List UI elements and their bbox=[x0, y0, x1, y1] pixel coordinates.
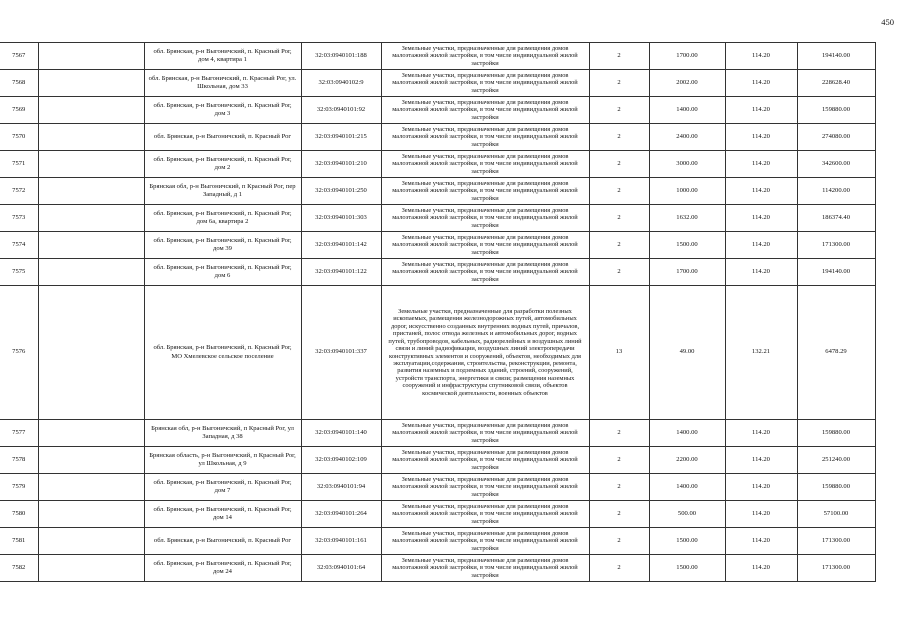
cadastral-number-cell: 32:03:0940101:64 bbox=[301, 555, 381, 582]
address-cell: обл. Брянская, р-н Выгоничский, п. Красный Рог, дом 4, квартира 1 bbox=[144, 43, 301, 70]
row-number: 7578 bbox=[0, 447, 38, 474]
cadastral-number-cell: 32:03:0940101:94 bbox=[301, 474, 381, 501]
area-cell: 1500.00 bbox=[649, 528, 725, 555]
rate-cell: 114.20 bbox=[725, 151, 797, 178]
area-cell: 1632.00 bbox=[649, 205, 725, 232]
table-row bbox=[0, 501, 875, 528]
cadastral-number-cell: 32:03:0940101:188 bbox=[301, 43, 381, 70]
rate-cell: 114.20 bbox=[725, 124, 797, 151]
group-cell: 2 bbox=[589, 528, 649, 555]
row-number: 7572 bbox=[0, 178, 38, 205]
address-cell: обл. Брянская, р-н Выгоничский, п. Красный Рог, дом 6 bbox=[144, 259, 301, 286]
address-cell: Брянская область, р-н Выгоничский, п Красный Рог, ул Школьная, д 9 bbox=[144, 447, 301, 474]
table-row bbox=[0, 232, 875, 259]
cadastral-number-cell: 32:03:0940101:337 bbox=[301, 286, 381, 420]
area-cell: 1000.00 bbox=[649, 178, 725, 205]
cadastral-number-cell: 32:03:0940101:140 bbox=[301, 420, 381, 447]
table-row bbox=[0, 124, 875, 151]
row-number: 7580 bbox=[0, 501, 38, 528]
row-number: 7567 bbox=[0, 43, 38, 70]
land-use-cell: Земельные участки, предназначенные для размещения домов малоэтажной жилой застройки, в том числе индивидуальной жилой застройки bbox=[381, 259, 589, 286]
address-cell: обл. Брянская, р-н Выгоничский, п. Красный Рог, дом 6а, квартира 2 bbox=[144, 205, 301, 232]
table-row bbox=[0, 178, 875, 205]
table-row bbox=[0, 447, 875, 474]
land-use-cell: Земельные участки, предназначенные для размещения домов малоэтажной жилой застройки, в том числе индивидуальной жилой застройки bbox=[381, 232, 589, 259]
rate-cell: 114.20 bbox=[725, 178, 797, 205]
group-cell: 2 bbox=[589, 447, 649, 474]
empty-cell bbox=[38, 259, 144, 286]
land-use-cell: Земельные участки, предназначенные для размещения домов малоэтажной жилой застройки, в том числе индивидуальной жилой застройки bbox=[381, 501, 589, 528]
cadastral-number-cell: 32:03:0940101:210 bbox=[301, 151, 381, 178]
address-cell: обл. Брянская, р-н Выгоничский, п. Красный Рог, дом 3 bbox=[144, 97, 301, 124]
area-cell: 1400.00 bbox=[649, 97, 725, 124]
cadastral-value-cell: 159880.00 bbox=[797, 420, 875, 447]
empty-cell bbox=[38, 178, 144, 205]
cadastral-number-cell: 32:03:0940101:122 bbox=[301, 259, 381, 286]
empty-cell bbox=[38, 124, 144, 151]
row-number: 7577 bbox=[0, 420, 38, 447]
area-cell: 1700.00 bbox=[649, 43, 725, 70]
cadastral-value-cell: 159880.00 bbox=[797, 474, 875, 501]
row-number: 7581 bbox=[0, 528, 38, 555]
table-row bbox=[0, 259, 875, 286]
land-use-cell: Земельные участки, предназначенные для разработки полезных ископаемых, размещения железнодорожных путей, автомобильных дорог, искусственно созданных внутренних водных путей, причалов, пристаней, полос отвода железных и автомобильных дорог, водных путей, трубопроводов, кабельных, радиорелейных и воздушных линий связи и линий радиофикации, воздушных линий электропередачи конструктивных элементов и сооружений, объектов, необходимых для эксплуатации,содержания, строительства, реконструкции, ремонта, развития наземных и подземных зданий, строений, сооружений, устройств транспорта, энергетики и связи; размещения наземных сооружений и инфраструктуры спутниковой связи, объектов космической деятельности, военных объектов bbox=[381, 286, 589, 420]
rate-cell: 114.20 bbox=[725, 205, 797, 232]
rate-cell: 114.20 bbox=[725, 447, 797, 474]
cadastral-value-cell: 114200.00 bbox=[797, 178, 875, 205]
cadastral-number-cell: 32:03:0940101:215 bbox=[301, 124, 381, 151]
address-cell: обл. Брянская, р-н Выгоничский, п. Красный Рог, дом 24 bbox=[144, 555, 301, 582]
empty-cell bbox=[38, 286, 144, 420]
empty-cell bbox=[38, 501, 144, 528]
group-cell: 2 bbox=[589, 97, 649, 124]
row-number: 7579 bbox=[0, 474, 38, 501]
land-use-cell: Земельные участки, предназначенные для размещения домов малоэтажной жилой застройки, в том числе индивидуальной жилой застройки bbox=[381, 447, 589, 474]
address-cell: обл. Брянская, р-н Выгоничский, п. Красный Рог, дом 7 bbox=[144, 474, 301, 501]
area-cell: 3000.00 bbox=[649, 151, 725, 178]
land-use-cell: Земельные участки, предназначенные для размещения домов малоэтажной жилой застройки, в том числе индивидуальной жилой застройки bbox=[381, 420, 589, 447]
cadastral-value-cell: 159880.00 bbox=[797, 97, 875, 124]
area-cell: 2002.00 bbox=[649, 70, 725, 97]
cadastral-value-cell: 194140.00 bbox=[797, 259, 875, 286]
empty-cell bbox=[38, 43, 144, 70]
table-row bbox=[0, 420, 875, 447]
cadastral-number-cell: 32:03:0940101:303 bbox=[301, 205, 381, 232]
empty-cell bbox=[38, 151, 144, 178]
group-cell: 2 bbox=[589, 178, 649, 205]
address-cell: Брянская обл, р-н Выгоничский, п Красный Рог, пер Западный, д 1 bbox=[144, 178, 301, 205]
land-use-cell: Земельные участки, предназначенные для размещения домов малоэтажной жилой застройки, в том числе индивидуальной жилой застройки bbox=[381, 474, 589, 501]
land-use-cell: Земельные участки, предназначенные для размещения домов малоэтажной жилой застройки, в том числе индивидуальной жилой застройки bbox=[381, 70, 589, 97]
table-row bbox=[0, 97, 875, 124]
rate-cell: 132.21 bbox=[725, 286, 797, 420]
land-use-cell: Земельные участки, предназначенные для размещения домов малоэтажной жилой застройки, в том числе индивидуальной жилой застройки bbox=[381, 124, 589, 151]
cadastral-value-cell: 57100.00 bbox=[797, 501, 875, 528]
cadastral-value-cell: 186374.40 bbox=[797, 205, 875, 232]
area-cell: 1400.00 bbox=[649, 420, 725, 447]
page-number: 450 bbox=[881, 17, 894, 27]
empty-cell bbox=[38, 474, 144, 501]
land-use-cell: Земельные участки, предназначенные для размещения домов малоэтажной жилой застройки, в том числе индивидуальной жилой застройки bbox=[381, 97, 589, 124]
group-cell: 2 bbox=[589, 70, 649, 97]
area-cell: 49.00 bbox=[649, 286, 725, 420]
rate-cell: 114.20 bbox=[725, 474, 797, 501]
land-use-cell: Земельные участки, предназначенные для размещения домов малоэтажной жилой застройки, в том числе индивидуальной жилой застройки bbox=[381, 178, 589, 205]
rate-cell: 114.20 bbox=[725, 259, 797, 286]
address-cell: обл. Брянская, р-н Выгоничский, п. Красный Рог, дом 14 bbox=[144, 501, 301, 528]
area-cell: 1400.00 bbox=[649, 474, 725, 501]
cadastral-value-cell: 274080.00 bbox=[797, 124, 875, 151]
group-cell: 13 bbox=[589, 286, 649, 420]
area-cell: 2200.00 bbox=[649, 447, 725, 474]
row-number: 7570 bbox=[0, 124, 38, 151]
cadastral-number-cell: 32:03:0940101:264 bbox=[301, 501, 381, 528]
group-cell: 2 bbox=[589, 259, 649, 286]
group-cell: 2 bbox=[589, 232, 649, 259]
cadastral-value-cell: 194140.00 bbox=[797, 43, 875, 70]
land-use-cell: Земельные участки, предназначенные для размещения домов малоэтажной жилой застройки, в том числе индивидуальной жилой застройки bbox=[381, 43, 589, 70]
table-body bbox=[0, 43, 875, 582]
empty-cell bbox=[38, 420, 144, 447]
land-use-cell: Земельные участки, предназначенные для размещения домов малоэтажной жилой застройки, в том числе индивидуальной жилой застройки bbox=[381, 151, 589, 178]
empty-cell bbox=[38, 232, 144, 259]
row-number: 7568 bbox=[0, 70, 38, 97]
cadastral-value-cell: 171300.00 bbox=[797, 528, 875, 555]
address-cell: обл. Брянская, р-н Выгоничский, п. Красный Рог, ул. Школьная, дом 33 bbox=[144, 70, 301, 97]
rate-cell: 114.20 bbox=[725, 43, 797, 70]
table-row bbox=[0, 43, 875, 70]
cadastral-number-cell: 32:03:0940101:92 bbox=[301, 97, 381, 124]
empty-cell bbox=[38, 555, 144, 582]
address-cell: Брянская обл, р-н Выгоничский, п Красный Рог, ул Западная, д 38 bbox=[144, 420, 301, 447]
table-row bbox=[0, 474, 875, 501]
area-cell: 1700.00 bbox=[649, 259, 725, 286]
area-cell: 1500.00 bbox=[649, 232, 725, 259]
area-cell: 1500.00 bbox=[649, 555, 725, 582]
cadastral-value-cell: 251240.00 bbox=[797, 447, 875, 474]
table-row bbox=[0, 151, 875, 178]
rate-cell: 114.20 bbox=[725, 555, 797, 582]
empty-cell bbox=[38, 70, 144, 97]
cadastral-value-table bbox=[0, 42, 876, 582]
table-row bbox=[0, 286, 875, 420]
group-cell: 2 bbox=[589, 43, 649, 70]
area-cell: 500.00 bbox=[649, 501, 725, 528]
empty-cell bbox=[38, 205, 144, 232]
empty-cell bbox=[38, 528, 144, 555]
row-number: 7576 bbox=[0, 286, 38, 420]
address-cell: обл. Брянская, р-н Выгоничский, п. Красный Рог bbox=[144, 124, 301, 151]
table-row bbox=[0, 528, 875, 555]
row-number: 7569 bbox=[0, 97, 38, 124]
cadastral-value-cell: 171300.00 bbox=[797, 232, 875, 259]
rate-cell: 114.20 bbox=[725, 501, 797, 528]
group-cell: 2 bbox=[589, 151, 649, 178]
empty-cell bbox=[38, 447, 144, 474]
rate-cell: 114.20 bbox=[725, 97, 797, 124]
group-cell: 2 bbox=[589, 501, 649, 528]
address-cell: обл. Брянская, р-н Выгоничский, п. Красный Рог, дом 39 bbox=[144, 232, 301, 259]
address-cell: обл. Брянская, р-н Выгоничский, п. Красный Рог, МО Хмелевское сельское поселение bbox=[144, 286, 301, 420]
cadastral-number-cell: 32:03:0940102:109 bbox=[301, 447, 381, 474]
table-row bbox=[0, 70, 875, 97]
row-number: 7582 bbox=[0, 555, 38, 582]
group-cell: 2 bbox=[589, 555, 649, 582]
rate-cell: 114.20 bbox=[725, 528, 797, 555]
cadastral-value-cell: 342600.00 bbox=[797, 151, 875, 178]
cadastral-number-cell: 32:03:0940101:161 bbox=[301, 528, 381, 555]
cadastral-number-cell: 32:03:0940101:142 bbox=[301, 232, 381, 259]
land-use-cell: Земельные участки, предназначенные для размещения домов малоэтажной жилой застройки, в том числе индивидуальной жилой застройки bbox=[381, 528, 589, 555]
row-number: 7574 bbox=[0, 232, 38, 259]
rate-cell: 114.20 bbox=[725, 420, 797, 447]
rate-cell: 114.20 bbox=[725, 232, 797, 259]
table-row bbox=[0, 205, 875, 232]
address-cell: обл. Брянская, р-н Выгоничский, п. Красный Рог, дом 2 bbox=[144, 151, 301, 178]
cadastral-value-cell: 6478.29 bbox=[797, 286, 875, 420]
land-use-cell: Земельные участки, предназначенные для размещения домов малоэтажной жилой застройки, в том числе индивидуальной жилой застройки bbox=[381, 555, 589, 582]
cadastral-number-cell: 32:03:0940101:250 bbox=[301, 178, 381, 205]
table-row bbox=[0, 555, 875, 582]
row-number: 7573 bbox=[0, 205, 38, 232]
cadastral-value-cell: 171300.00 bbox=[797, 555, 875, 582]
row-number: 7575 bbox=[0, 259, 38, 286]
group-cell: 2 bbox=[589, 420, 649, 447]
row-number: 7571 bbox=[0, 151, 38, 178]
land-use-cell: Земельные участки, предназначенные для размещения домов малоэтажной жилой застройки, в том числе индивидуальной жилой застройки bbox=[381, 205, 589, 232]
rate-cell: 114.20 bbox=[725, 70, 797, 97]
empty-cell bbox=[38, 97, 144, 124]
group-cell: 2 bbox=[589, 205, 649, 232]
area-cell: 2400.00 bbox=[649, 124, 725, 151]
cadastral-value-cell: 228628.40 bbox=[797, 70, 875, 97]
group-cell: 2 bbox=[589, 474, 649, 501]
address-cell: обл. Брянская, р-н Выгоничский, п. Красный Рог bbox=[144, 528, 301, 555]
group-cell: 2 bbox=[589, 124, 649, 151]
cadastral-number-cell: 32:03:0940102:9 bbox=[301, 70, 381, 97]
